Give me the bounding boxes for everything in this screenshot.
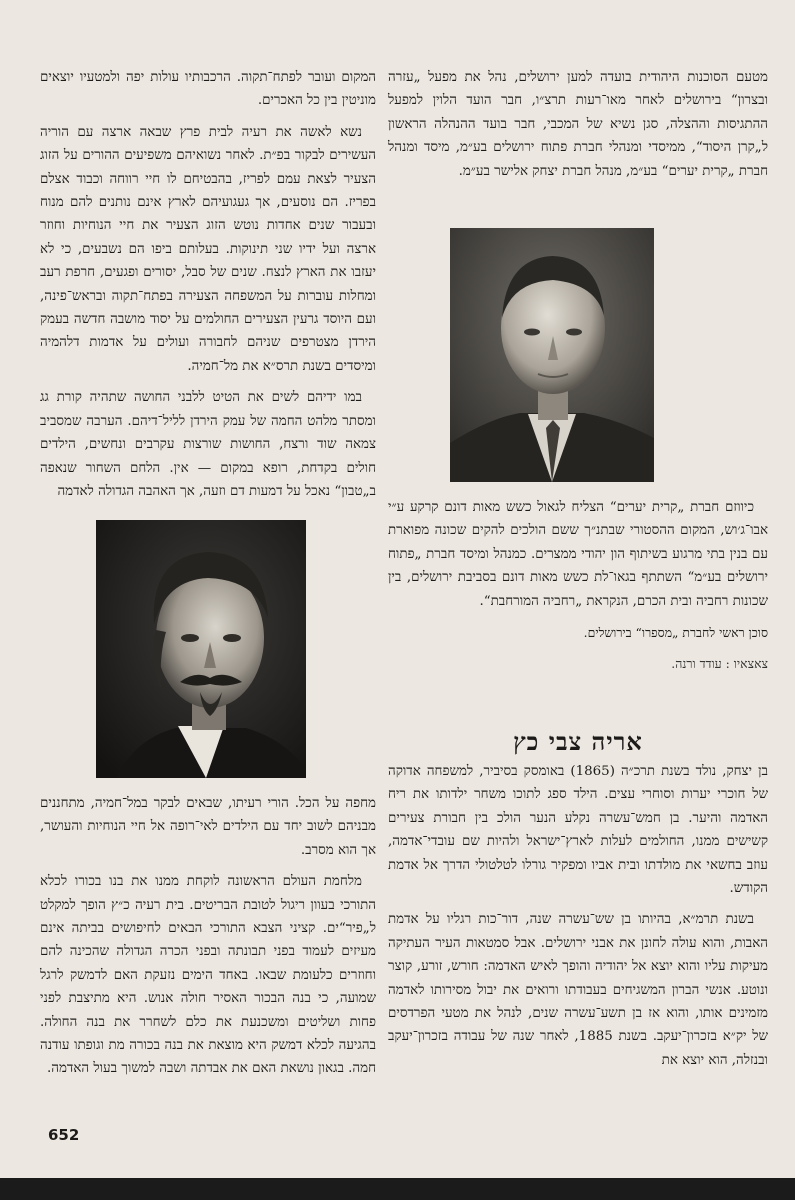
paragraph-petah-tikva: המקום ועובר לפתח־תקוה. הרכבותיו עולות יפה ולמטעיו יוצאים מוניטין בין כל האכרים.: [40, 70, 376, 109]
paragraph-aliyah: בשנת תרמ״א, בהיותו בן שש־עשרה שנה, דור־כות רגליו על אדמת האבות, והוא עולה לחונן את אבני ירושלים. אבל סמטאות העיר העתיקה מעיקות עליו והוא יוצא אל יהודיה והופך לאיש האדמה: חורש, זורע, קוצר ונוטע. אנשי הברון המשגיחים בעבודתו ורואים את יבול מסירותו לאדמה מזמינים אותו, והוא אז בן תשע־עשרה שנים, לנהל את מטעי הפרדסים של יק״א בזכרון־יעקב. בשנת 1885, לאחר שנה של עבודה בזכרון־יעקב ובנזלה, הוא יוצא את: [388, 912, 768, 1068]
right-column-top: [388, 66, 768, 183]
agent-line: סוכן ראשי לחברת „מספרו“ בירושלים.: [583, 625, 768, 641]
portrait-man-mustache-image: [96, 520, 306, 778]
scan-bottom-edge: [0, 1178, 795, 1200]
right-column-caption: [388, 496, 768, 676]
paragraph-kiryat-yearim: כיווזם חברת „קרית יערים“ הצליח לגאול כשש מאות דונם קרקע ע״י אבו־ג׳וש, המקום ההסטורי שבתנ״ך ששם הולכים להקים שכונה מפוארת עם בנין בתי מרגוע בשיתוף הון יהודי ממצרים. כמנהל ומיסד חברת „פתוח ירושלים בע״מ“ השתתף בגאו־לת כשש מאות דונם בסביבת ירושלים, בין שכונות רחביה ובית הכרם, הנקראת „רחביה המורחבת“.: [388, 500, 768, 609]
portrait-photo-right: [450, 228, 654, 482]
paragraph-world-war: מלחמת העולם הראשונה לוקחת ממנו את בנו בכורו לכלא התורכי בעוון ריגול לטובת הבריטים. בית רעיה כ״ץ הופך למקלט ל„פיר“ים. קציני הצבא התורכי הבאים לחיפושים בביתה אינם מעיזים לעמוד בפני תבונתה ובפני הכרה הגדולה שהכינה להם וחוזרים כלעומת שבאו. באחד הימים נזעקת האם לדמשק לרגל שמועה, כי בנה הבכור האסיר חולה אנוש. היא מתיצבת לפני פחות ושליטים ומשכנעת את כלם לשחרר את בנה החולה. בהגיעה לכלא דמשק היא מוצאת את בנה בכורה מת וגופתו עודנה חמה. בגאון נושאת האם את אבדתה ושבה למשוך בעול האדמה.: [40, 874, 376, 1077]
section-heading-name: אריה צבי כץ: [513, 727, 643, 756]
portrait-man-suit-image: [450, 228, 654, 482]
paragraph-marriage: נשא לאשה את רעיה לבית פרץ שבאה ארצה עם הוריה העשירים לבקור בפ״ת. לאחר נשואיהם משפיעים ההורים על הזוג הצעיר לצאת עמם לפריז, בהבטיחם לו חיי רווחה וכבוד אצלם בפריז. הם נוסעים, אך געגועיהם לארץ אינם נותנים להם מנוח ובעבור שנים אחדות נוטש הזוג הצעיר את חיי הנוחיות וחוזר ארצה ועל ידיו שני תינוקות. בעלותם ביפו הם נשבעים, כי לא יעזבו את הארץ לנצח. שנים של סבל, יסורים ופגעים, חרפת רעב ומחלות עוברות על המשפחה הצעירה בפתח־תקוה ובראש־פינה, ועם היוסד גרעין הצעירים החולמים על יסוד מושבה חדשה בעמק הירדן מצטרפים שניהם לחבורה ועולים על אדמות דלהמיה ומיסדים בשנת תרס״א את מל־חמיה.: [40, 124, 376, 374]
left-column-top: [40, 66, 376, 503]
left-column-bottom: [40, 792, 376, 1081]
paragraph-parents-visit: מחפה על הכל. הורי רעיתו, שבאים לבקר במל־חמיה, מתחננים מבניהם לשוב יחד עם הילדים לאי־רופה אל חיי הנוחיות והעושר, אך הוא מסרב.: [40, 796, 376, 858]
paragraph-birth: בן יצחק, נולד בשנת תרכ״ה (1865) באומסק בסיביר, למשפחה אדוקה של חוכרי יערות וסוחרי עצים. הילד ספג לתוכו משחר ילדותו את ריח האדמה והיער. בן חמש־עשרה נקלע הנער הולכ בין חבורת צעירים קשישים ממנו, החולמים לעלות לארץ־ישראל ולהיות שם עובדי־אדמה, עוזב בחשאי את מולדתו ובית אביו ומפקיר גורלו לטלטולי הדרך אל אדמת הקודש.: [388, 764, 768, 897]
descendants-line: צאצאיו : עודד ורנה.: [671, 656, 768, 672]
right-column-bottom: [388, 760, 768, 1072]
paragraph-public-roles: מטעם הסוכנות היהודית בועדה למען ירושלים, נהל את מפעל „עזרה ובצרון“ בירושלים לאחר מאו־רעות תרצ״ו, חבר הועד הלוין למפעל ההתגיסות וההצלה, סגן נשיא של המכבי, חבר בועד ההנהלה הראשון ל„קרן היסוד“, ממיסדי ומנהלי חברת פתוח ירושלים בע״מ, מיסד ומנהל חברת „קרית יערים“ בע״מ, מנהל חברת יצחק אלישר בע״מ.: [388, 70, 768, 179]
paragraph-mud-huts: במו ידיהם לשים את הטיט ללבני החושה שתהיה קורת גג ומסתר מלהט החמה של עמק הירדן לליל־דיהם. הערבה שמסביב צמאה שוד ורצח, החושות שורצות עקרבים ונחשים, הילדים חולים בקדחת, רופא במקום — אין. הלחם השחור שנאפה ב„טבון“ נאכל על דמעות דם וזעה, אך האהבה הגדולה לאדמה: [40, 390, 376, 499]
portrait-photo-left: [96, 520, 306, 778]
page-number: 652: [48, 1126, 80, 1144]
